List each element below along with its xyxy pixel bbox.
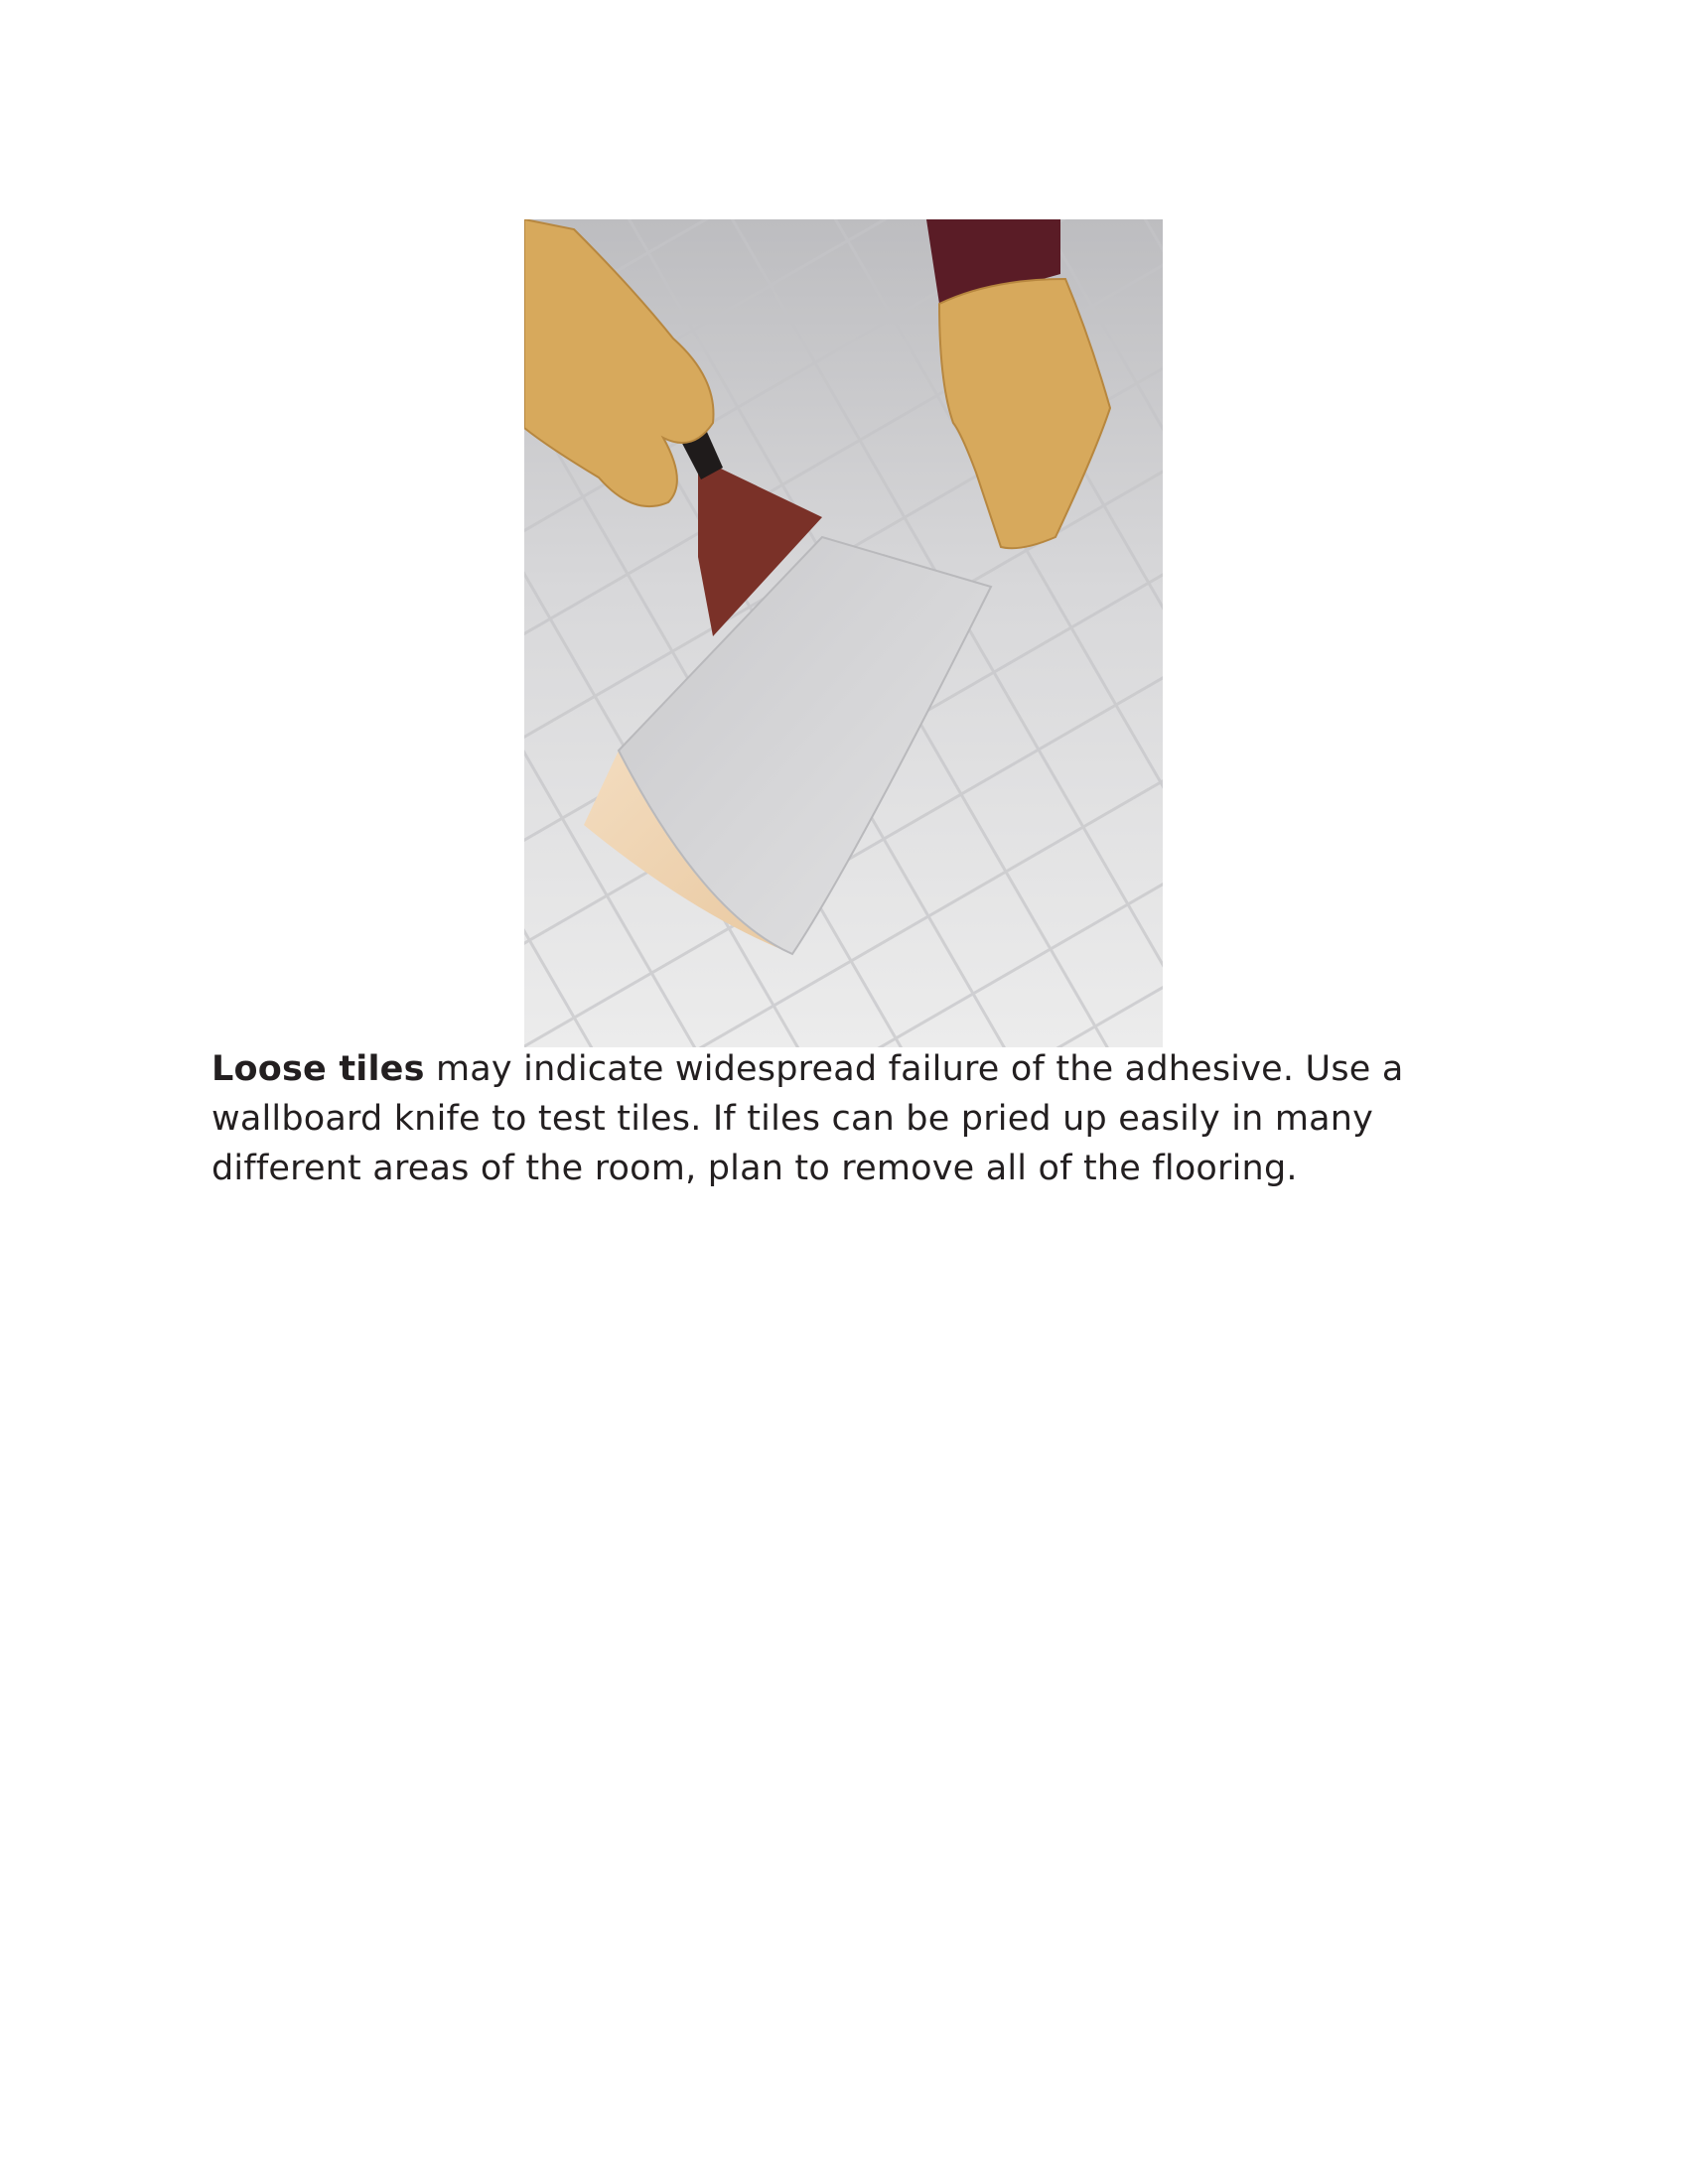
caption-lead: Loose tiles [211,1049,425,1089]
figure-caption [211,1044,1492,1193]
caption-text: may indicate widespread failure of the adhesive. Use a wallboard knife to test tiles. If tiles can be pried up easily in many different areas of the room, plan to remove all of the flooring. [211,1049,1404,1188]
floor-tile-photo [524,219,1163,1047]
